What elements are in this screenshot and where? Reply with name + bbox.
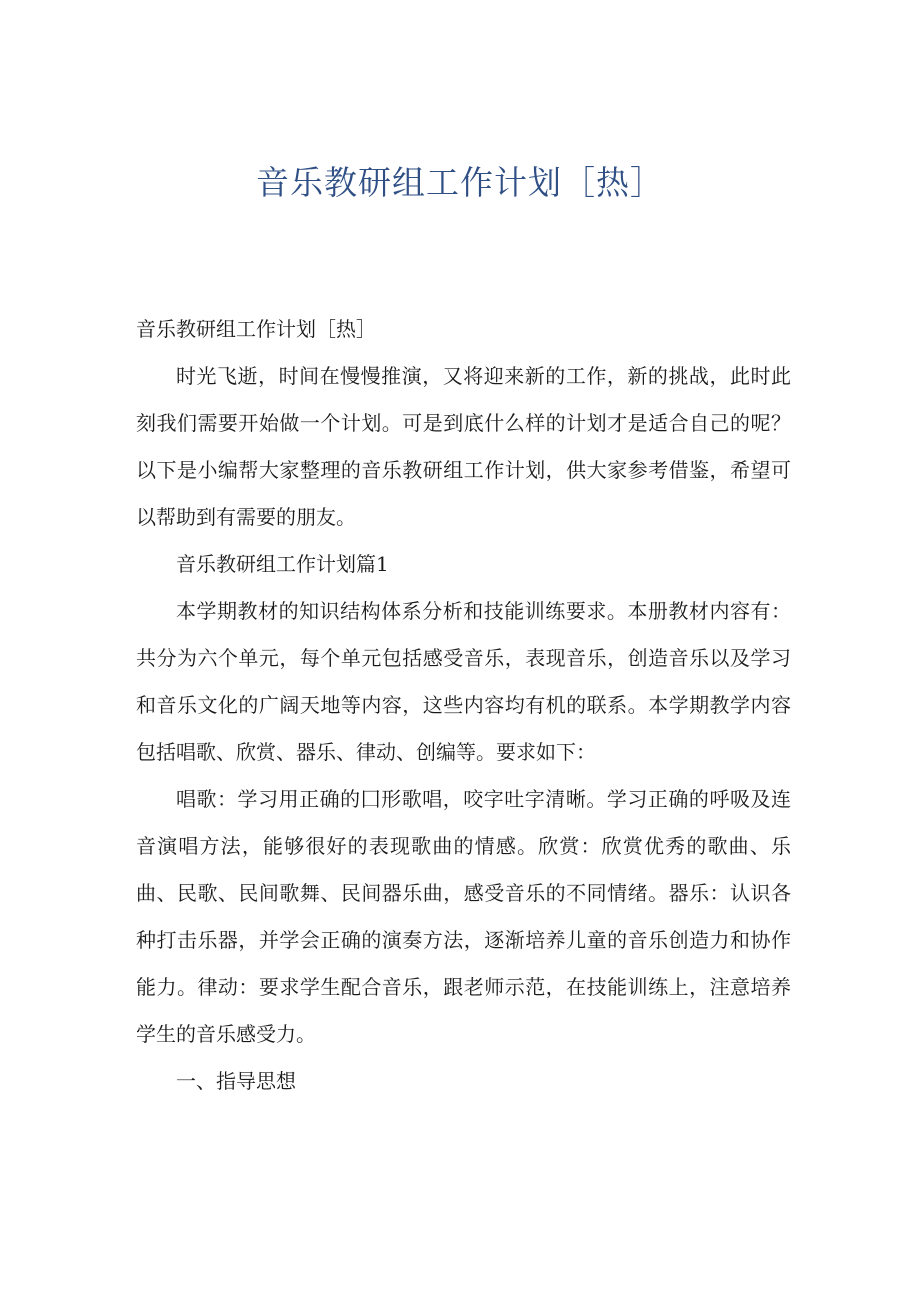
document-title: 音乐教研组工作计划［热］ [256,163,664,202]
paragraph-requirements: 唱歌：学习用正确的囗形歌唱，咬字吐字清晰。学习正确的呼吸及连音演唱方法，能够很好的表现歌曲的情感。欣赏：欣赏优秀的歌曲、乐曲、民歌、民间歌舞、民间器乐曲，感受音乐的不同情绪。器乐：认识各种打击乐器，并学会正确的演奏方法，逐渐培养儿童的音乐创造力和协作能力。律动：要求学生配合音乐，跟老师示范，在技能训练上，注意培养学生的音乐感受力。 [136,787,791,1046]
section-heading-guiding-ideology: 一、指导思想 [176,1069,296,1093]
section-heading-part-1: 音乐教研组工作计划篇1 [176,552,389,576]
document-body [136,306,791,1105]
paragraph-textbook-analysis: 本学期教材的知识结构体系分析和技能训练要求。本册教材内容有：共分为六个单元，每个单元包括感受音乐，表现音乐，创造音乐以及学习和音乐文化的广阔天地等内容，这些内容均有机的联系。本学期教学内容包括唱歌、欣赏、器乐、律动、创编等。要求如下： [136,599,791,764]
paragraph-heading-repeat: 音乐教研组工作计划［热］ [136,317,376,341]
paragraph-intro: 时光飞逝，时间在慢慢推演，又将迎来新的工作，新的挑战，此时此刻我们需要开始做一个计划。可是到底什么样的计划才是适合自己的呢？以下是小编帮大家整理的音乐教研组工作计划，供大家参考借鉴，希望可以帮助到有需要的朋友。 [136,364,791,529]
